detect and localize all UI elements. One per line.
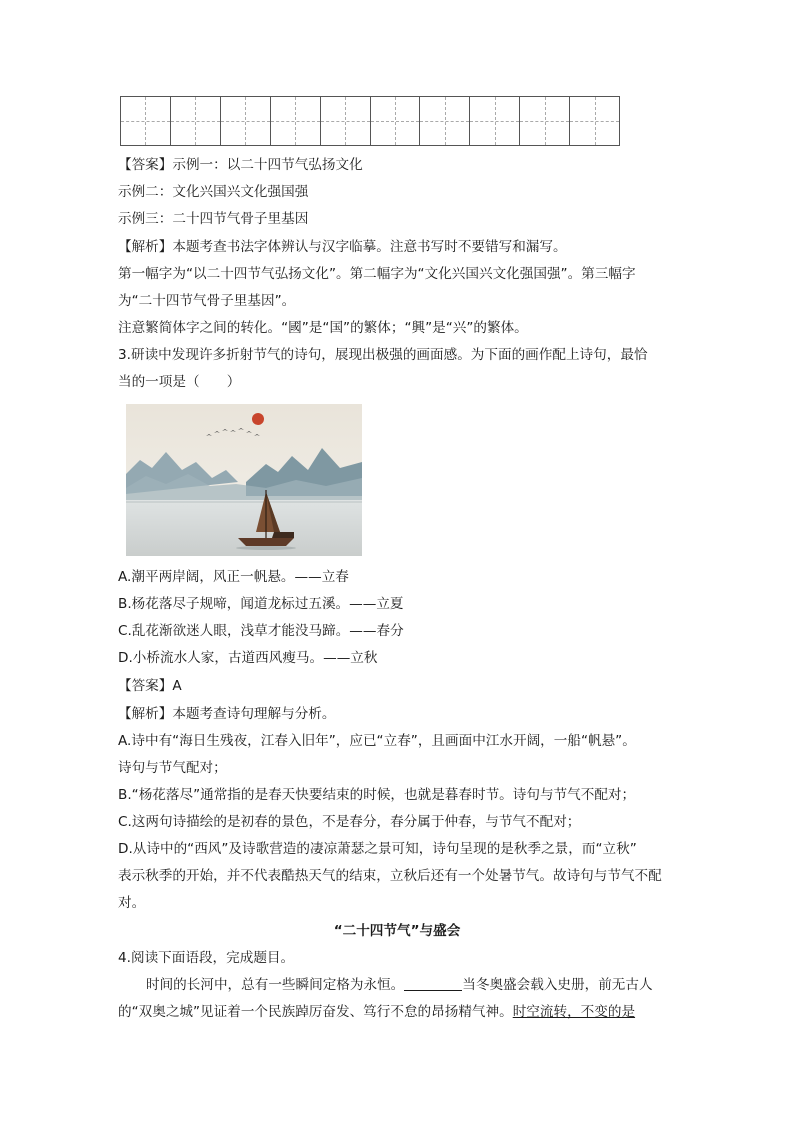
grid-cell — [121, 97, 171, 145]
answer-3-line — [118, 677, 182, 695]
fill-in-blank — [404, 976, 462, 991]
analysis-1-text: 本题考查书法字体辨认与汉字临摹。注意书写时不要错写和漏写。 — [172, 239, 567, 255]
analysis-3-d-line-3: 对。 — [118, 895, 146, 911]
analysis-1-line-1 — [118, 238, 567, 256]
grid-cell — [520, 97, 570, 145]
option-a: A.潮平两岸阔，风正一帆悬。——立春 — [118, 569, 349, 585]
option-d: D.小桥流水人家，古道西风瘦马。——立秋 — [118, 650, 378, 666]
answer-example-2: 示例二：文化兴国兴文化强国强 — [118, 184, 309, 200]
q4-text-2a: 的“双奥之城”见证着一个民族踔厉奋发、笃行不怠的昂扬精气神。 — [118, 1004, 513, 1020]
answer-example-1: 示例一：以二十四节气弘扬文化 — [172, 157, 363, 173]
analysis-3-intro: 本题考查诗句理解与分析。 — [172, 706, 336, 722]
analysis-3-b: B.“杨花落尽”通常指的是春天快要结束的时候，也就是暮春时节。诗句与节气不配对； — [118, 787, 636, 803]
question-4-paragraph-line-1 — [146, 976, 653, 994]
analysis-1-line-4: 注意繁简体字之间的转化。“國”是“国”的繁体；“興”是“兴”的繁体。 — [118, 320, 528, 336]
writing-grid — [120, 96, 620, 146]
grid-cell — [570, 97, 619, 145]
q4-text-1b: 当冬奥盛会载入史册，前无古人 — [462, 977, 653, 993]
question-3-line-1: 3.研读中发现许多折射节气的诗句，展现出极强的画面感。为下面的画作配上诗句，最恰 — [118, 347, 648, 363]
answer-example-3: 示例三：二十四节气骨子里基因 — [118, 211, 309, 227]
section-title: “二十四节气”与盛会 — [333, 923, 461, 939]
question-4-line-1: 4.阅读下面语段，完成题目。 — [118, 950, 295, 966]
analysis-3-d-line-2: 表示秋季的开始，并不代表酷热天气的结束，立秋后还有一个处暑节气。故诗句与节气不配 — [118, 868, 662, 884]
grid-cell — [321, 97, 371, 145]
option-b: B.杨花落尽子规啼，闻道龙标过五溪。——立夏 — [118, 596, 404, 612]
grid-cell — [221, 97, 271, 145]
landscape-painting — [126, 404, 362, 556]
analysis-label: 【解析】 — [118, 706, 173, 722]
option-c: C.乱花渐欲迷人眼，浅草才能没马蹄。——春分 — [118, 623, 404, 639]
grid-cell — [371, 97, 421, 145]
analysis-1-line-2: 第一幅字为“以二十四节气弘扬文化”。第二幅字为“文化兴国兴文化强国强”。第三幅字 — [118, 266, 636, 282]
question-3-line-2: 当的一项是（ ） — [118, 374, 241, 390]
q4-text-1a: 时间的长河中，总有一些瞬间定格为永恒。 — [146, 977, 405, 993]
analysis-3-a-line-1: A.诗中有“海日生残夜，江春入旧年”，应已“立春”，且画面中江水开阔，一船“帆悬”。 — [118, 733, 636, 749]
grid-cell — [171, 97, 221, 145]
analysis-3-intro-line — [118, 705, 336, 723]
analysis-label: 【解析】 — [118, 239, 173, 255]
answer-label: 【答案】 — [118, 157, 173, 173]
analysis-3-a-line-2: 诗句与节气配对； — [118, 760, 227, 776]
grid-cell — [420, 97, 470, 145]
analysis-1-line-3: 为“二十四节气骨子里基因”。 — [118, 293, 296, 309]
answer-1-line — [118, 156, 363, 174]
analysis-3-d-line-1: D.从诗中的“西风”及诗歌营造的凄凉萧瑟之景可知，诗句呈现的是秋季之景，而“立秋” — [118, 841, 637, 857]
answer-label: 【答案】 — [118, 678, 173, 694]
analysis-3-c: C.这两句诗描绘的是初春的景色，不是春分，春分属于仲春，与节气不配对； — [118, 814, 581, 830]
grid-cell — [470, 97, 520, 145]
underlined-sentence: 时空流转，不变的是 — [512, 1004, 636, 1020]
grid-cell — [271, 97, 321, 145]
answer-3-value: A — [172, 678, 182, 694]
question-4-paragraph-line-2 — [118, 1003, 635, 1021]
red-sun — [252, 413, 264, 425]
